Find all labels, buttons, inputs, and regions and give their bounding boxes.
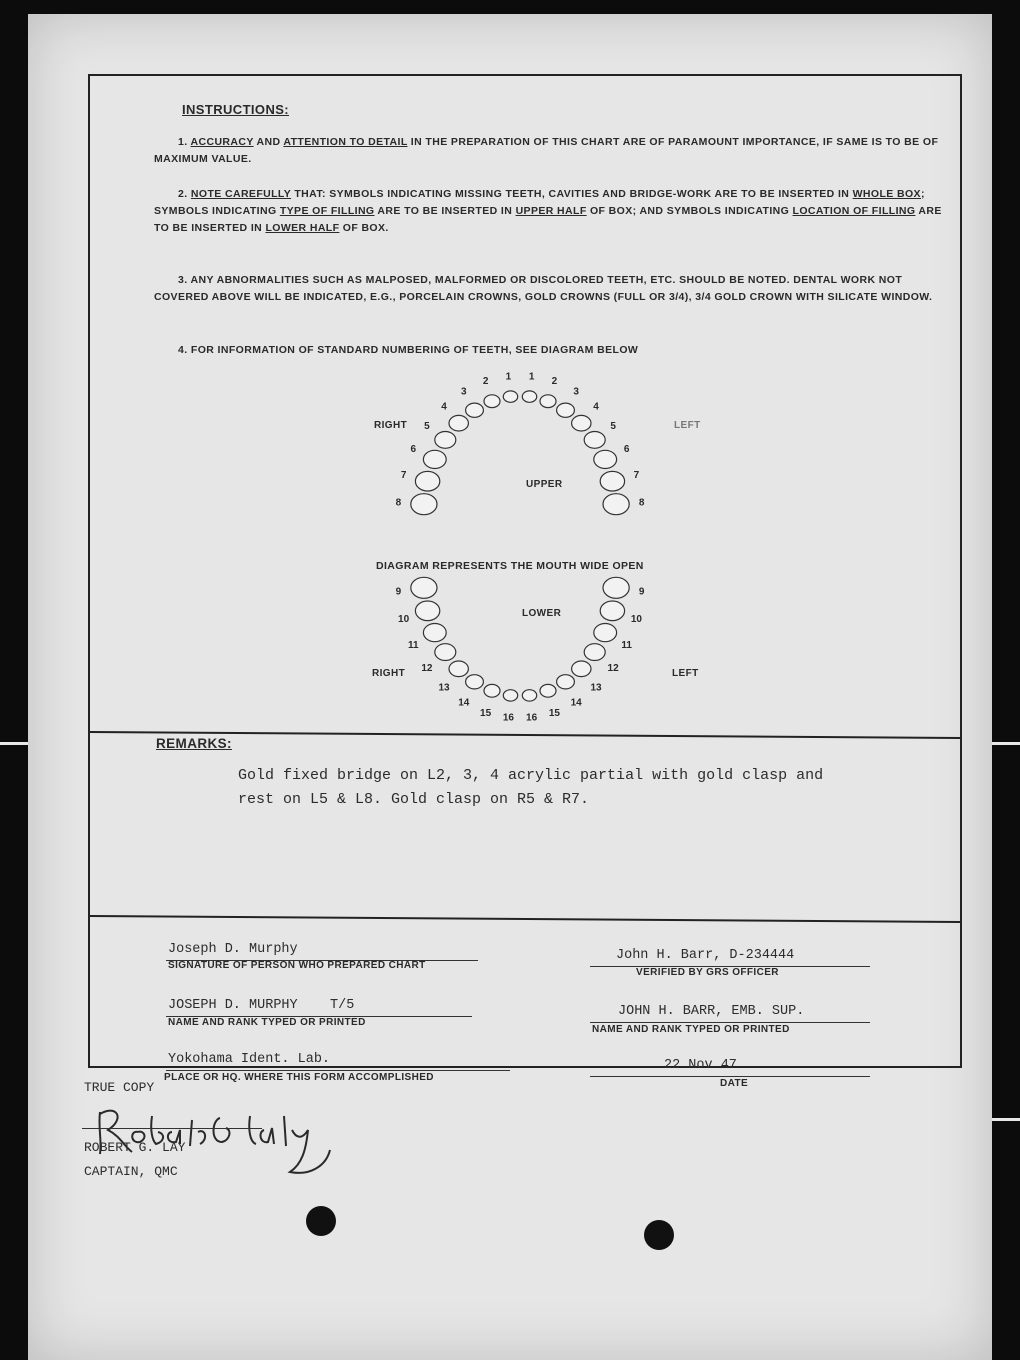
tooth-number: 12 xyxy=(421,663,433,675)
tooth-number: 15 xyxy=(548,707,560,719)
true-copy-label: TRUE COPY xyxy=(84,1080,155,1095)
tooth-number: 5 xyxy=(610,420,616,432)
tooth xyxy=(423,624,446,642)
verified-by-name: JOHN H. BARR, EMB. SUP. xyxy=(618,1004,805,1019)
punch-hole xyxy=(306,1206,336,1236)
prepared-by-signature: Joseph D. Murphy xyxy=(168,942,298,957)
tooth xyxy=(572,661,591,677)
tooth-number: 15 xyxy=(480,707,492,719)
tooth-number: 6 xyxy=(623,443,630,455)
tooth-number: 16 xyxy=(526,712,538,724)
frame-line xyxy=(992,742,1020,745)
prepared-by-name: JOSEPH D. MURPHY T/5 xyxy=(168,998,355,1013)
officer-name: ROBERT G. LAY xyxy=(84,1140,186,1155)
tooth xyxy=(415,471,439,491)
tooth xyxy=(411,494,437,515)
tooth xyxy=(600,471,624,491)
tooth xyxy=(603,494,629,515)
tooth xyxy=(540,684,556,697)
tooth xyxy=(484,395,500,408)
tooth-number: 12 xyxy=(607,663,619,675)
tooth xyxy=(557,675,575,689)
tooth-number: 14 xyxy=(570,697,582,709)
tooth xyxy=(415,601,439,621)
instruction-2: 2. NOTE CAREFULLY THAT: SYMBOLS INDICATING MISSING TEETH, CAVITIES AND BRIDGE-WORK ARE TO BE INSERTED IN WHOLE BOX; SYMBOLS INDICATING TYPE OF FILLING ARE TO BE INSERTED IN UPPER HALF OF BOX; AND SYMBOLS INDICATING LOCATION OF FILLING ARE TO BE INSERTED IN LOWER HALF OF BOX. xyxy=(154,188,942,234)
tooth xyxy=(435,432,456,449)
frame-line xyxy=(992,1118,1020,1121)
tooth xyxy=(423,450,446,468)
tooth-number: 6 xyxy=(410,443,417,455)
tooth xyxy=(449,661,468,677)
tooth-number: 1 xyxy=(505,371,512,383)
tooth-number: 7 xyxy=(633,469,640,481)
true-copy-line xyxy=(82,1128,262,1129)
officer-rank: CAPTAIN, QMC xyxy=(84,1164,178,1179)
place-line xyxy=(166,1070,510,1071)
date-label: DATE xyxy=(720,1078,749,1089)
tooth xyxy=(584,644,605,661)
divider-signatures xyxy=(90,915,960,923)
frame-line xyxy=(0,742,28,745)
diagram-lower-label: LOWER xyxy=(522,608,562,619)
tooth-number: 14 xyxy=(458,697,470,709)
tooth-number: 3 xyxy=(461,386,467,398)
tooth-number: 13 xyxy=(438,682,450,694)
verified-by-label: VERIFIED BY GRS OFFICER xyxy=(636,967,779,978)
tooth-number: 13 xyxy=(590,682,602,694)
tooth xyxy=(603,577,629,598)
tooth-number: 4 xyxy=(441,401,447,413)
tooth xyxy=(594,624,617,642)
tooth xyxy=(557,403,575,417)
instructions-title: INSTRUCTIONS: xyxy=(182,102,290,117)
tooth xyxy=(503,391,517,402)
tooth-number: 7 xyxy=(400,469,407,481)
instruction-4: 4. FOR INFORMATION OF STANDARD NUMBERING OF TEETH, SEE DIAGRAM BELOW xyxy=(178,344,639,356)
tooth xyxy=(600,601,624,621)
tooth-number: 8 xyxy=(395,497,402,509)
tooth-number: 3 xyxy=(573,386,579,398)
diagram-left-lower: LEFT xyxy=(672,668,699,679)
tooth-number: 2 xyxy=(551,376,558,388)
tooth-number: 11 xyxy=(408,640,419,652)
diagram-right-lower: RIGHT xyxy=(372,668,406,679)
tooth-number: 5 xyxy=(424,420,430,432)
prepared-by-name-label: NAME AND RANK TYPED OR PRINTED xyxy=(168,1017,366,1028)
tooth-number: 9 xyxy=(395,586,402,598)
tooth-number: 1 xyxy=(528,371,535,383)
tooth-number: 10 xyxy=(398,614,410,626)
tooth xyxy=(466,403,484,417)
tooth xyxy=(484,684,500,697)
remarks-text: Gold fixed bridge on L2, 3, 4 acrylic partial with gold clasp and rest on L5 & L8. Gold clasp on R5 & R7. xyxy=(238,767,824,808)
instruction-3: 3. ANY ABNORMALITIES SUCH AS MALPOSED, MALFORMED OR DISCOLORED TEETH, ETC. SHOULD BE NOTED. DENTAL WORK NOT COVERED ABOVE WILL BE INDICATED, E.G., PORCELAIN CROWNS, GOLD CROWNS (FULL OR 3/4), 3/4 GOLD CROWN WITH SILICATE WINDOW. xyxy=(154,274,933,303)
tooth xyxy=(503,690,517,701)
tooth xyxy=(584,432,605,449)
tooth xyxy=(435,644,456,661)
tooth-number: 11 xyxy=(621,640,632,652)
form-page xyxy=(28,14,992,1360)
place-value: Yokohama Ident. Lab. xyxy=(168,1052,331,1067)
verified-by-signature: John H. Barr, D-234444 xyxy=(616,948,795,963)
diagram-caption: DIAGRAM REPRESENTS THE MOUTH WIDE OPEN xyxy=(376,560,644,572)
tooth xyxy=(411,577,437,598)
verified-name-line xyxy=(590,1022,870,1023)
prepared-by-signature-label: SIGNATURE OF PERSON WHO PREPARED CHART xyxy=(168,960,426,971)
punch-hole xyxy=(644,1220,674,1250)
date-line xyxy=(590,1076,870,1077)
tooth xyxy=(449,415,468,431)
tooth-number: 10 xyxy=(630,614,642,626)
verified-name-label: NAME AND RANK TYPED OR PRINTED xyxy=(592,1024,790,1035)
place-label: PLACE OR HQ. WHERE THIS FORM ACCOMPLISHED xyxy=(164,1072,434,1083)
tooth xyxy=(466,675,484,689)
diagram-left-upper: LEFT xyxy=(674,420,701,431)
diagram-upper-label: UPPER xyxy=(526,479,563,490)
tooth xyxy=(572,415,591,431)
diagram-right-upper: RIGHT xyxy=(374,420,408,431)
instruction-1: 1. ACCURACY AND ATTENTION TO DETAIL IN THE PREPARATION OF THIS CHART ARE OF PARAMOUNT IMPORTANCE, IF SAME IS TO BE OF MAXIMUM VALUE. xyxy=(154,136,939,165)
date-value: 22 Nov 47 xyxy=(664,1058,737,1073)
tooth xyxy=(522,690,536,701)
tooth-number: 8 xyxy=(638,497,645,509)
tooth-number: 16 xyxy=(502,712,514,724)
tooth-number: 4 xyxy=(593,401,599,413)
tooth-number: 2 xyxy=(482,376,489,388)
tooth xyxy=(594,450,617,468)
remarks-title: REMARKS: xyxy=(156,736,232,751)
tooth xyxy=(540,395,556,408)
tooth-number: 9 xyxy=(638,586,645,598)
tooth xyxy=(522,391,536,402)
